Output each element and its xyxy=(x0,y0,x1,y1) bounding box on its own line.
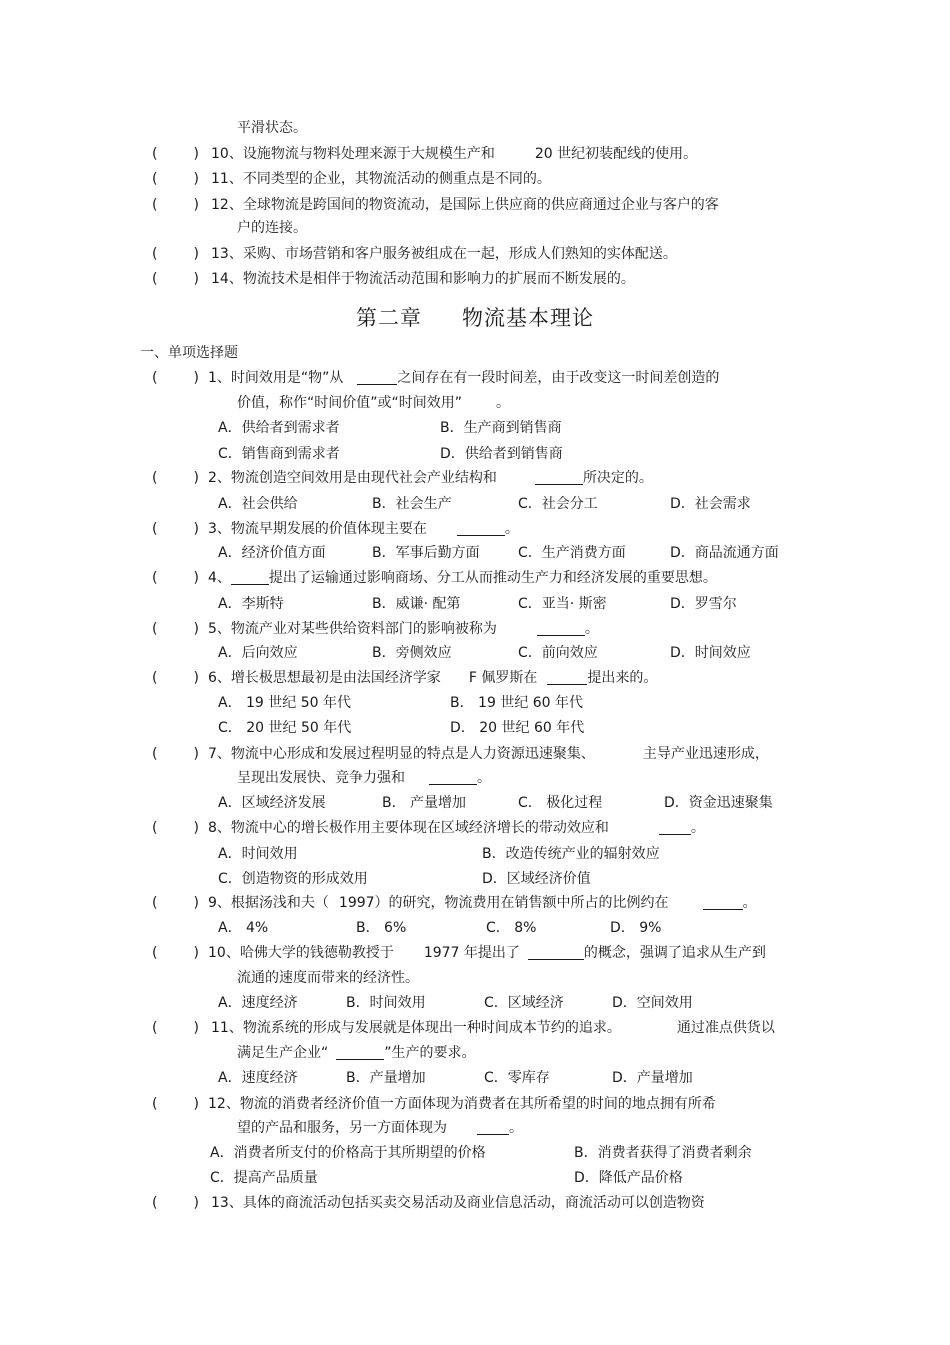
option-a: A．消费者所支付的价格高于其所期望的价格 xyxy=(210,1145,486,1161)
tf-item-11: 11、不同类型的企业，其物流活动的侧重点是不同的。 xyxy=(211,171,551,187)
answer-paren: ( ) xyxy=(152,246,199,262)
answer-blank xyxy=(537,621,585,636)
option-a: A．速度经济 xyxy=(218,995,298,1011)
option-b: B．威谦· 配第 xyxy=(372,596,461,612)
answer-paren: ( ) xyxy=(152,171,199,187)
question-4: 4、 提出了运输通过影响商场、分工从而推动生产力和经济发展的重要思想。 xyxy=(208,570,717,586)
answer-paren: ( ) xyxy=(152,1195,199,1211)
answer-paren: ( ) xyxy=(152,271,199,287)
answer-blank xyxy=(231,570,269,585)
answer-paren: ( ) xyxy=(152,820,199,836)
option-d: D．罗雪尔 xyxy=(670,596,737,612)
answer-blank xyxy=(547,670,587,685)
option-d: D．空间效用 xyxy=(612,995,693,1011)
answer-blank xyxy=(457,521,505,536)
answer-paren: ( ) xyxy=(152,945,199,961)
option-b: B．时间效用 xyxy=(346,995,426,1011)
option-c: C．创造物资的形成效用 xyxy=(218,871,368,887)
option-b: B．军事后勤方面 xyxy=(372,545,480,561)
option-b: B． 6% xyxy=(356,920,407,936)
answer-paren: ( ) xyxy=(152,895,199,911)
question-2: 2、物流创造空间效用是由现代社会产业结构和 所决定的。 xyxy=(208,470,653,486)
option-b: B． 19 世纪 60 年代 xyxy=(450,695,584,711)
option-d: D．区域经济价值 xyxy=(482,871,591,887)
answer-paren: ( ) xyxy=(152,146,199,162)
answer-paren: ( ) xyxy=(152,1020,199,1036)
question-8: 8、物流中心的增长极作用主要体现在区域经济增长的带动效应和 。 xyxy=(208,820,705,836)
option-b: B．生产商到销售商 xyxy=(440,420,562,436)
option-d: D．商品流通方面 xyxy=(670,545,779,561)
answer-paren: ( ) xyxy=(152,521,199,537)
option-c: C．区域经济 xyxy=(484,995,564,1011)
question-1: 1、时间效用是“物”从 之间存在有一段时间差，由于改变这一时间差创造的 xyxy=(208,370,720,386)
answer-blank xyxy=(703,895,743,910)
tf-item-10: 10、设施物流与物料处理来源于大规模生产和 20 世纪初装配线的使用。 xyxy=(211,146,698,162)
option-b: B．旁侧效应 xyxy=(372,645,452,661)
answer-paren: ( ) xyxy=(152,621,199,637)
question-13: 13、具体的商流活动包括买卖交易活动及商业信息活动，商流活动可以创造物资 xyxy=(211,1195,705,1211)
question-5: 5、物流产业对某些供给资料部门的影响被称为 。 xyxy=(208,621,599,637)
option-b: B．改造传统产业的辐射效应 xyxy=(482,846,660,862)
option-a: A．区域经济发展 xyxy=(218,795,326,811)
option-d: D． 20 世纪 60 年代 xyxy=(450,720,585,736)
question-6: 6、增长极思想最初是由法国经济学家 F 佩罗斯在 提出来的。 xyxy=(208,670,658,686)
answer-blank xyxy=(528,945,584,960)
answer-blank xyxy=(535,470,583,485)
tf-item-12-continuation: 户的连接。 xyxy=(237,220,307,236)
answer-paren: ( ) xyxy=(152,670,199,686)
tf-item-14: 14、物流技术是相伴于物流活动范围和影响力的扩展而不断发展的。 xyxy=(211,271,635,287)
answer-blank xyxy=(336,1045,384,1060)
question-11-continuation: 满足生产企业“ ”生产的要求。 xyxy=(237,1045,476,1061)
question-1-continuation: 价值，称作“时间价值”或“时间效用” 。 xyxy=(237,395,511,411)
answer-blank xyxy=(429,770,477,785)
option-a: A． 4% xyxy=(218,920,269,936)
question-10-continuation: 流通的速度而带来的经济性。 xyxy=(237,970,419,986)
answer-paren: ( ) xyxy=(152,746,199,762)
option-d: D． 9% xyxy=(610,920,662,936)
question-11: 11、物流系统的形成与发展就是体现出一种时间成本节约的追求。 通过准点供货以 xyxy=(211,1020,775,1036)
option-a: A．供给者到需求者 xyxy=(218,420,340,436)
section-heading: 一、单项选择题 xyxy=(140,345,238,361)
answer-paren: ( ) xyxy=(152,370,199,386)
option-a: A．社会供给 xyxy=(218,496,298,512)
option-c: C．社会分工 xyxy=(518,496,598,512)
option-c: C． 极化过程 xyxy=(518,795,603,811)
option-b: B． 产量增加 xyxy=(382,795,467,811)
question-7: 7、物流中心形成和发展过程明显的特点是人力资源迅速聚集、 主导产业迅速形成， xyxy=(208,746,769,762)
question-12-continuation: 望的产品和服务，另一方面体现为 。 xyxy=(237,1120,523,1136)
chapter-heading: 第二章 物流基本理论 xyxy=(356,306,594,330)
option-c: C．提高产品质量 xyxy=(210,1170,318,1186)
question-9: 9、根据汤浅和夫（ 1997）的研究，物流费用在销售额中所占的比例约在 。 xyxy=(208,895,757,911)
option-c: C．生产消费方面 xyxy=(518,545,626,561)
option-a: A． 19 世纪 50 年代 xyxy=(218,695,352,711)
option-c: C．前向效应 xyxy=(518,645,598,661)
answer-blank xyxy=(357,370,397,385)
option-c: C．零库存 xyxy=(484,1070,550,1086)
option-a: A．后向效应 xyxy=(218,645,298,661)
question-10: 10、哈佛大学的钱德勒教授于 1977 年提出了 的概念，强调了追求从生产到 xyxy=(208,945,766,961)
option-b: B．社会生产 xyxy=(372,496,452,512)
answer-blank xyxy=(477,1120,509,1135)
tf-item-9-continuation: 平滑状态。 xyxy=(237,120,307,136)
option-b: B．消费者获得了消费者剩余 xyxy=(574,1145,752,1161)
tf-item-12: 12、全球物流是跨国间的物资流动，是国际上供应商的供应商通过企业与客户的客 xyxy=(211,197,719,213)
tf-item-13: 13、采购、市场营销和客户服务被组成在一起，形成人们熟知的实体配送。 xyxy=(211,246,677,262)
answer-paren: ( ) xyxy=(152,197,199,213)
option-c: C．销售商到需求者 xyxy=(218,446,340,462)
answer-paren: ( ) xyxy=(152,470,199,486)
option-a: A．经济价值方面 xyxy=(218,545,326,561)
question-7-continuation: 呈现出发展快、竞争力强和 。 xyxy=(237,770,491,786)
option-d: D．产量增加 xyxy=(612,1070,693,1086)
option-a: A．李斯特 xyxy=(218,596,284,612)
answer-blank xyxy=(659,820,691,835)
option-d: D．时间效应 xyxy=(670,645,751,661)
answer-paren: ( ) xyxy=(152,1096,199,1112)
option-a: A．速度经济 xyxy=(218,1070,298,1086)
option-c: C．亚当· 斯密 xyxy=(518,596,607,612)
option-d: D．降低产品价格 xyxy=(574,1170,683,1186)
option-c: C． 8% xyxy=(486,920,537,936)
option-c: C． 20 世纪 50 年代 xyxy=(218,720,352,736)
question-12: 12、物流的消费者经济价值一方面体现为消费者在其所希望的时间的地点拥有所希 xyxy=(208,1096,716,1112)
option-d: D．供给者到销售商 xyxy=(440,446,563,462)
option-d: D．资金迅速聚集 xyxy=(664,795,773,811)
question-3: 3、物流早期发展的价值体现主要在 。 xyxy=(208,521,519,537)
option-b: B．产量增加 xyxy=(346,1070,426,1086)
option-d: D．社会需求 xyxy=(670,496,751,512)
answer-paren: ( ) xyxy=(152,570,199,586)
option-a: A．时间效用 xyxy=(218,846,298,862)
